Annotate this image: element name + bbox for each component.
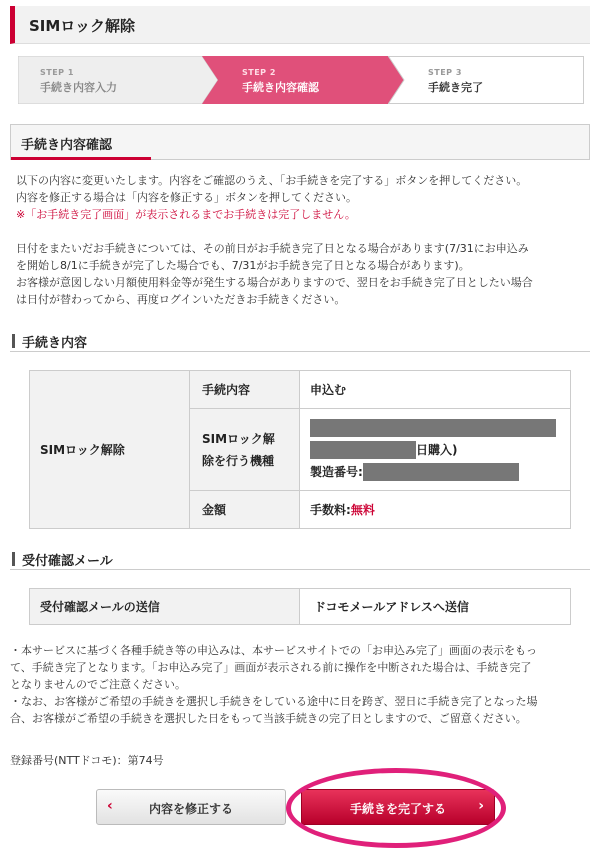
chevron-right-icon: › [478,798,484,814]
confirm-section-header [10,124,590,160]
device-value [300,409,571,491]
notes [10,642,592,727]
step-1-number: STEP 1 [40,68,74,77]
intro-line: 以下の内容に変更いたします。内容をご確認のうえ、「お手続きを完了する」ボタンを押してください。 [16,174,528,187]
intro-line: 内容を修正する場合は「内容を修正する」ボタンを押してください。 [16,191,357,204]
procedure-heading-text: 手続き内容 [22,336,88,351]
step-indicator [18,56,584,104]
procedure-main-label: SIMロック解除 [30,371,190,529]
fee-label: 金額 [190,491,300,529]
confirm-title: 手続き内容確認 [21,138,113,153]
step-3-number: STEP 3 [428,68,462,77]
fee-prefix: 手数料: [310,503,351,517]
page-header [10,6,590,44]
step-2-number: STEP 2 [242,68,276,77]
intro-warning: ※「お手続き完了画面」が表示されるまでお手続きは完了しません。 [16,208,356,221]
redacted-serial [363,463,519,481]
complete-button-label: 手続きを完了する [349,802,446,816]
note-line: て、手続き完了となります。「お申込み完了」画面が表示される前に操作を中断された場合は、手続き完了 [10,661,532,674]
device-label-line: SIMロック解 [202,431,275,446]
intro-line: は日付が替わってから、再度ログインいただきお手続きください。 [16,293,346,306]
note-line: ・本サービスに基づく各種手続き等の申込みは、本サービスサイトでの「お申込み完了」画面の表示をもっ [10,644,538,657]
device-label [190,409,300,491]
page-title: SIMロック解除 [29,17,136,35]
mail-value: ドコモメールアドレスへ送信 [300,589,571,625]
redacted-purchase-date [310,441,416,459]
fee-value [300,491,571,529]
mail-heading [10,550,590,570]
note-line: 合、お客様がご希望の手続きを選択した日をもって当該手続きの完了日としますので、ご留意ください。 [10,712,527,725]
mail-label: 受付確認メールの送信 [30,589,300,625]
type-label: 手続内容 [190,371,300,409]
confirm-title-underline [11,157,151,160]
serial-label: 製造番号: [310,464,363,479]
step-2 [202,56,404,104]
table-row [30,589,571,625]
mail-heading-text: 受付確認メール [22,554,113,569]
procedure-heading [10,332,590,352]
modify-button[interactable] [96,789,286,825]
step-3-shape [388,56,584,104]
heading-bar [12,552,15,566]
note-line: となりませんのでご注意ください。 [10,678,186,691]
procedure-table [29,370,571,529]
step-1 [18,56,218,104]
chevron-left-icon: ‹ [107,798,113,814]
table-row [30,371,571,409]
complete-button[interactable] [301,789,495,825]
mail-table [29,588,571,625]
intro-line: を開始し8/1に手続きが完了した場合でも、7/31がお手続き完了日となる場合があります)。 [16,259,470,272]
intro-line: 日付をまたいだお手続きについては、その前日がお手続き完了日となる場合があります(7/31にお申込み [16,242,529,255]
note-line: ・なお、お客様がご希望の手続きを選択し手続きをしている途中に日を跨ぎ、翌日に手続き完了となった場 [10,695,538,708]
intro-line: お客様が意図しない月額使用料金等が発生する場合がありますので、翌日をお手続き完了日としたい場合 [16,276,533,289]
modify-button-label: 内容を修正する [148,802,233,816]
step-3 [388,56,584,104]
intro-text [16,172,588,308]
registration-number: 登録番号(NTTドコモ)：第74号 [10,754,164,767]
redacted-device-name [310,419,556,437]
heading-bar [12,334,15,348]
step-3-title: 手続き完了 [428,81,483,94]
device-label-line: 除を行う機種 [202,453,275,468]
fee-amount: 無料 [350,503,375,517]
type-value: 申込む [300,371,571,409]
step-1-title: 手続き内容入力 [40,81,117,94]
step-2-title: 手続き内容確認 [242,81,319,94]
purchase-suffix: 日購入) [416,442,458,457]
